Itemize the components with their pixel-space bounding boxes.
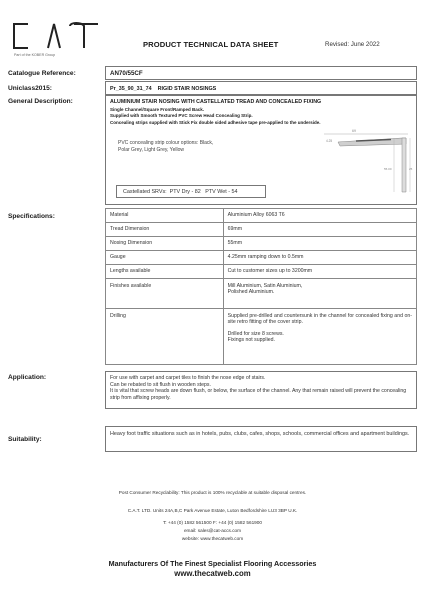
table-row <box>106 279 417 309</box>
dimension-label-depth: 25 <box>409 167 413 171</box>
description-line: Concealing strips supplied with Stick Fix double sided adhesive tape pre-applied to the underside. <box>110 119 321 125</box>
description-lines <box>110 107 321 126</box>
uniclass-label: Uniclass2015: <box>8 85 52 92</box>
company-url[interactable]: www.thecatweb.com <box>174 569 251 578</box>
application-text <box>110 375 412 401</box>
suitability-label: Suitability: <box>8 436 42 443</box>
spec-value <box>223 279 416 309</box>
spec-value-line: Fixings not supplied. <box>227 337 275 344</box>
catalogue-label: Catalogue Reference: <box>8 70 76 77</box>
spec-key: Gauge <box>106 251 224 265</box>
specifications-table <box>105 208 417 365</box>
uniclass-value-box <box>105 81 417 95</box>
company-phone: T: +44 (0) 1582 561500 F: +44 (0) 1582 561900 <box>162 520 263 525</box>
srv-box <box>116 185 266 198</box>
spec-value: Cut to customer sizes up to 3200mm <box>223 265 416 279</box>
application-line: For use with carpet and carpet tiles to finish the nose edge of stairs. <box>110 375 266 381</box>
table-row <box>106 309 417 365</box>
spec-value-line: Polished Aluminium. <box>227 289 275 296</box>
table-row <box>106 265 417 279</box>
table-row <box>106 209 417 223</box>
application-box <box>105 371 417 409</box>
nosing-profile-diagram <box>296 126 414 196</box>
recyclability-note: Post Consumer Recyclability: This product is 100% recyclable at suitable disposal centres. <box>118 490 307 495</box>
company-logo <box>8 18 108 52</box>
description-heading: ALUMINIUM STAIR NOSING WITH CASTELLATED TREAD AND CONCEALED FIXING <box>110 99 322 105</box>
suitability-box <box>105 426 417 452</box>
application-line: Can be rebated to sit flush in wooden steps. <box>110 381 211 388</box>
suitability-text: Heavy foot traffic situations such as in hotels, pubs, clubs, cafes, shops, schools, commercial offices and apartment buildings. <box>110 431 410 437</box>
spec-value: 4.25mm ramping down to 0.5mm <box>223 251 416 265</box>
spec-key: Finishes available <box>106 279 224 309</box>
description-box <box>105 95 417 205</box>
spec-value-line: Supplied pre-drilled and countersunk in the channel for concealed fixing and on-site retro fitting of the cover strip. <box>227 313 412 326</box>
dimension-label-gauge: 4.25 <box>326 139 333 143</box>
description-line: Single Channel/Square Front/Ramped Back. <box>110 107 205 112</box>
company-email[interactable]: email: sales@cat-accs.com <box>183 528 242 533</box>
application-label: Application: <box>8 374 47 381</box>
catalogue-value: AN70/55CF <box>110 70 143 77</box>
table-row <box>106 237 417 251</box>
revised-date: Revised: June 2022 <box>325 41 380 48</box>
table-row <box>106 251 417 265</box>
spec-key: Material <box>106 209 224 223</box>
spec-value: 69mm <box>223 223 416 237</box>
specifications-label: Specifications: <box>8 213 55 220</box>
spec-key: Drilling <box>106 309 224 365</box>
dimension-label-nosing: 55.00 <box>384 167 392 171</box>
general-description-label: General Description: <box>8 98 73 105</box>
table-row <box>106 223 417 237</box>
catalogue-value-box <box>105 66 417 80</box>
description-line: Supplied with Smooth Textured PVC Screw Head Concealing Strip. <box>110 113 253 119</box>
application-line: It is vital that screw heads are down flush, or below, the surface of the channel. Any that remain raised will prevent the concealing strip from affixing properly. <box>110 388 407 401</box>
spec-key: Lengths available <box>106 265 224 279</box>
company-tagline: Manufacturers Of The Finest Specialist Flooring Accessories <box>108 559 317 568</box>
srv-text: Castellated SRVs: PTV Dry - 82 PTV Wet - 54 <box>123 189 238 195</box>
spec-value-line: Mill Aluminium, Satin Aluminium, <box>227 283 303 289</box>
page-title: PRODUCT TECHNICAL DATA SHEET <box>143 40 279 49</box>
uniclass-value: Pr_35_90_31_74 RIGID STAIR NOSINGS <box>110 85 217 92</box>
spec-value: 55mm <box>223 237 416 251</box>
spec-value-line: Drilled for size 8 screws. <box>227 330 284 337</box>
logo-subtext: Part of the KOBER Group <box>14 53 56 57</box>
spec-value <box>223 309 416 365</box>
spec-value: Aluminium Alloy 6063 T6 <box>223 209 416 223</box>
company-address: C.A.T. LTD. Units 24A,B,C Park Avenue Estate, Luton Bedfordshire LU3 3BP U.K. <box>127 508 298 513</box>
company-website[interactable]: website: www.thecatweb.com <box>181 536 244 541</box>
dimension-label-tread: 69 <box>352 129 356 133</box>
colour-note: PVC concealing strip colour options: Black, Polar Grey, Light Grey, Yellow <box>118 140 214 153</box>
spec-key: Nosing Dimension <box>106 237 224 251</box>
spec-key: Tread Dimension <box>106 223 224 237</box>
